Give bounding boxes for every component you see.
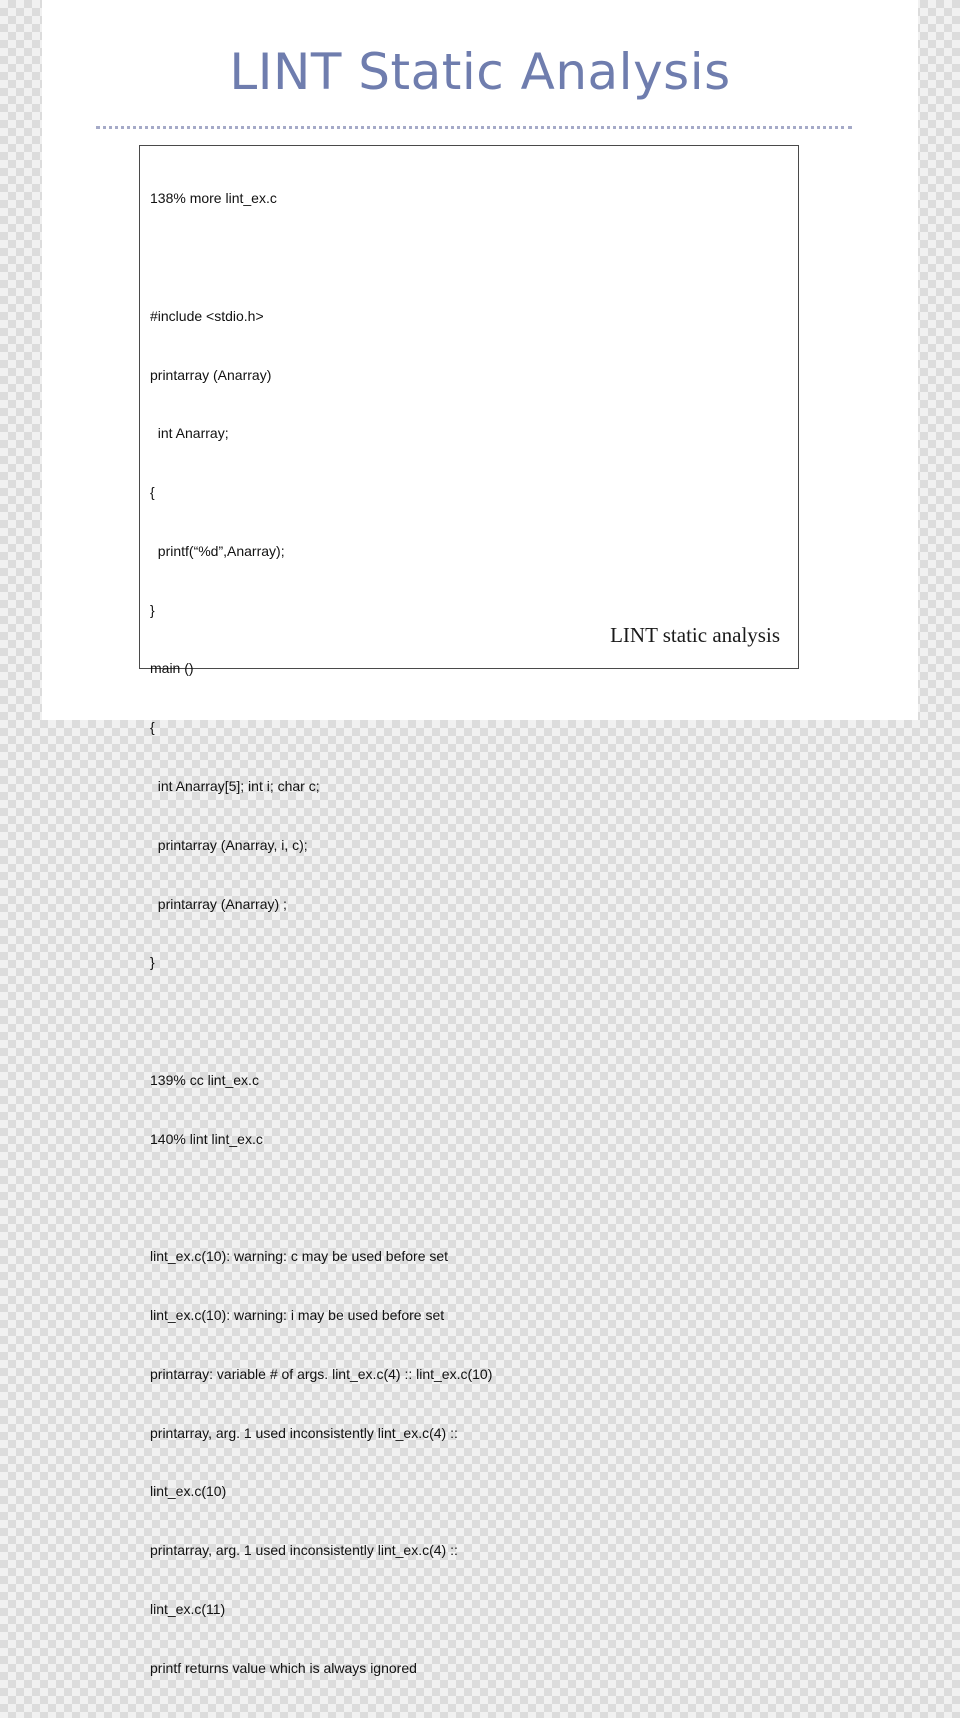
- code-line: 138% more lint_ex.c: [150, 190, 277, 207]
- code-line: lint_ex.c(10): warning: c may be used before set: [150, 1248, 449, 1265]
- code-line: {: [150, 719, 155, 736]
- code-line: lint_ex.c(10): [150, 1483, 227, 1500]
- code-line: printarray (Anarray): [150, 366, 272, 383]
- code-line: 140% lint lint_ex.c: [150, 1130, 263, 1147]
- code-line: lint_ex.c(10): warning: i may be used before set: [150, 1307, 445, 1324]
- code-line: int Anarray;: [150, 425, 229, 442]
- code-line: printarray, arg. 1 used inconsistently lint_ex.c(4) ::: [150, 1424, 458, 1441]
- code-line: [150, 1188, 492, 1208]
- code-line: lint_ex.c(11): [150, 1600, 226, 1617]
- code-figure: [139, 145, 799, 1676]
- code-line: }: [150, 954, 155, 971]
- code-line: printf returns value which is always ignored: [150, 1659, 417, 1676]
- code-line: int Anarray[5]; int i; char c;: [150, 778, 320, 794]
- code-line: [150, 1012, 492, 1032]
- code-listing: [150, 150, 492, 1718]
- code-line: printf(“%d”,Anarray);: [150, 542, 285, 559]
- code-line: 139% cc lint_ex.c: [150, 1071, 259, 1088]
- slide-title: LINT Static Analysis: [229, 43, 731, 101]
- code-line: main (): [150, 660, 194, 677]
- code-line: printarray (Anarray, i, c);: [150, 836, 308, 853]
- code-line: }: [150, 601, 155, 618]
- code-line: #include <stdio.h>: [150, 307, 264, 324]
- figure-caption: LINT static analysis: [610, 623, 780, 647]
- code-line: printarray (Anarray) ;: [150, 895, 287, 912]
- title-divider: [96, 126, 852, 129]
- slide: [42, 0, 918, 1676]
- code-line: {: [150, 484, 155, 501]
- code-line: printarray, arg. 1 used inconsistently lint_ex.c(4) ::: [150, 1542, 458, 1559]
- code-line: [150, 248, 492, 268]
- code-line: printarray: variable # of args. lint_ex.c(4) :: lint_ex.c(10): [150, 1365, 493, 1382]
